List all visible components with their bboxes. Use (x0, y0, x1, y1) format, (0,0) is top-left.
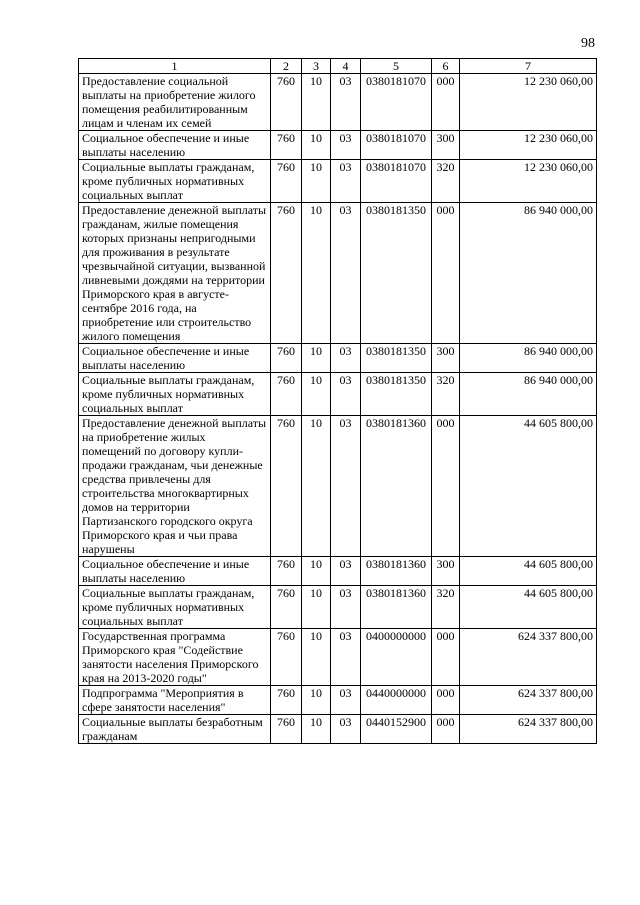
table-row (79, 557, 597, 586)
amount: 624 337 800,00 (460, 686, 597, 715)
table-row (79, 160, 597, 203)
expense-name: Социальные выплаты гражданам, кроме публичных нормативных социальных выплат (79, 373, 271, 416)
expense-type-code: 320 (432, 373, 460, 416)
podrazdel-code: 03 (331, 203, 361, 344)
target-article-code: 0440000000 (361, 686, 432, 715)
razdel-code: 10 (302, 160, 331, 203)
target-article-code: 0380181350 (361, 344, 432, 373)
podrazdel-code: 03 (331, 74, 361, 131)
table-row (79, 586, 597, 629)
amount: 86 940 000,00 (460, 373, 597, 416)
expense-type-code: 300 (432, 557, 460, 586)
table-row (79, 74, 597, 131)
target-article-code: 0440152900 (361, 715, 432, 744)
expense-name: Социальное обеспечение и иные выплаты населению (79, 344, 271, 373)
table-row (79, 416, 597, 557)
podrazdel-code: 03 (331, 131, 361, 160)
table-row (79, 203, 597, 344)
amount: 12 230 060,00 (460, 160, 597, 203)
expense-name: Социальное обеспечение и иные выплаты населению (79, 131, 271, 160)
ved-code: 760 (271, 203, 302, 344)
table-row (79, 686, 597, 715)
target-article-code: 0380181070 (361, 74, 432, 131)
column-header: 1 (79, 59, 271, 74)
column-header: 5 (361, 59, 432, 74)
expense-type-code: 000 (432, 416, 460, 557)
expense-name: Предоставление социальной выплаты на приобретение жилого помещения реабилитированным лицам и членам их семей (79, 74, 271, 131)
column-header: 3 (302, 59, 331, 74)
target-article-code: 0380181070 (361, 160, 432, 203)
ved-code: 760 (271, 715, 302, 744)
expense-type-code: 320 (432, 586, 460, 629)
ved-code: 760 (271, 629, 302, 686)
expense-name: Социальное обеспечение и иные выплаты населению (79, 557, 271, 586)
razdel-code: 10 (302, 131, 331, 160)
ved-code: 760 (271, 160, 302, 203)
expense-type-code: 320 (432, 160, 460, 203)
target-article-code: 0380181360 (361, 557, 432, 586)
ved-code: 760 (271, 344, 302, 373)
razdel-code: 10 (302, 74, 331, 131)
podrazdel-code: 03 (331, 344, 361, 373)
column-header: 6 (432, 59, 460, 74)
razdel-code: 10 (302, 203, 331, 344)
razdel-code: 10 (302, 686, 331, 715)
ved-code: 760 (271, 74, 302, 131)
razdel-code: 10 (302, 416, 331, 557)
expense-type-code: 000 (432, 74, 460, 131)
table-row (79, 715, 597, 744)
page-number: 98 (581, 36, 595, 51)
expense-name: Социальные выплаты гражданам, кроме публичных нормативных социальных выплат (79, 586, 271, 629)
ved-code: 760 (271, 373, 302, 416)
amount: 44 605 800,00 (460, 557, 597, 586)
amount: 86 940 000,00 (460, 344, 597, 373)
expense-name: Предоставление денежной выплаты гражданам, жилые помещения которых признаны непригодными для проживания в результате чрезвычайной ситуации, вызванной ливневыми дождями на территории Приморского края в августе-сентябре 2016 года, на приобретение или строительство жилого помещения (79, 203, 271, 344)
target-article-code: 0380181350 (361, 203, 432, 344)
amount: 86 940 000,00 (460, 203, 597, 344)
target-article-code: 0380181360 (361, 586, 432, 629)
razdel-code: 10 (302, 557, 331, 586)
amount: 624 337 800,00 (460, 629, 597, 686)
ved-code: 760 (271, 586, 302, 629)
table-row (79, 373, 597, 416)
expense-name: Предоставление денежной выплаты на приобретение жилых помещений по договору купли-продажи гражданам, чьи денежные средства привлечены для строительства многоквартирных домов на территории Партизанского городского округа Приморского края и чьи права нарушены (79, 416, 271, 557)
razdel-code: 10 (302, 586, 331, 629)
expense-name: Государственная программа Приморского края "Содействие занятости населения Приморского края на 2013-2020 годы" (79, 629, 271, 686)
column-header: 7 (460, 59, 597, 74)
column-header: 2 (271, 59, 302, 74)
podrazdel-code: 03 (331, 686, 361, 715)
podrazdel-code: 03 (331, 715, 361, 744)
target-article-code: 0400000000 (361, 629, 432, 686)
target-article-code: 0380181360 (361, 416, 432, 557)
razdel-code: 10 (302, 344, 331, 373)
target-article-code: 0380181070 (361, 131, 432, 160)
razdel-code: 10 (302, 373, 331, 416)
table-row (79, 629, 597, 686)
table-row (79, 131, 597, 160)
expense-type-code: 000 (432, 715, 460, 744)
expense-type-code: 000 (432, 686, 460, 715)
amount: 44 605 800,00 (460, 586, 597, 629)
expense-name: Социальные выплаты гражданам, кроме публичных нормативных социальных выплат (79, 160, 271, 203)
ved-code: 760 (271, 686, 302, 715)
podrazdel-code: 03 (331, 629, 361, 686)
table-row (79, 344, 597, 373)
razdel-code: 10 (302, 715, 331, 744)
razdel-code: 10 (302, 629, 331, 686)
podrazdel-code: 03 (331, 557, 361, 586)
budget-table (78, 58, 597, 744)
ved-code: 760 (271, 416, 302, 557)
ved-code: 760 (271, 131, 302, 160)
podrazdel-code: 03 (331, 160, 361, 203)
amount: 624 337 800,00 (460, 715, 597, 744)
expense-name: Подпрограмма "Мероприятия в сфере занятости населения" (79, 686, 271, 715)
expense-type-code: 300 (432, 344, 460, 373)
target-article-code: 0380181350 (361, 373, 432, 416)
podrazdel-code: 03 (331, 373, 361, 416)
amount: 12 230 060,00 (460, 74, 597, 131)
expense-type-code: 300 (432, 131, 460, 160)
expense-type-code: 000 (432, 629, 460, 686)
expense-type-code: 000 (432, 203, 460, 344)
expense-name: Социальные выплаты безработным гражданам (79, 715, 271, 744)
amount: 12 230 060,00 (460, 131, 597, 160)
column-header: 4 (331, 59, 361, 74)
ved-code: 760 (271, 557, 302, 586)
amount: 44 605 800,00 (460, 416, 597, 557)
table-header-row (79, 59, 597, 74)
podrazdel-code: 03 (331, 416, 361, 557)
podrazdel-code: 03 (331, 586, 361, 629)
